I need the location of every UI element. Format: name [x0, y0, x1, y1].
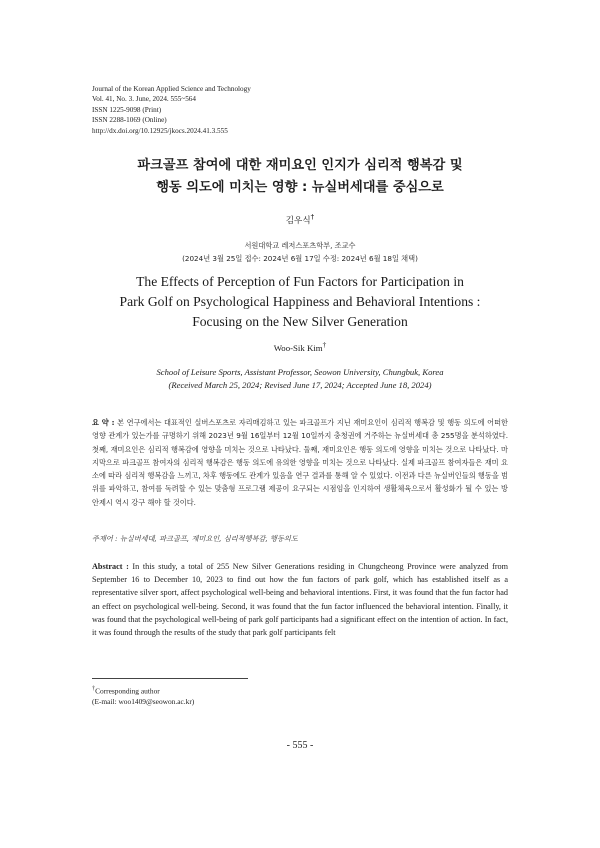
korean-keywords: 주제어 : 뉴실버세대, 파크골프, 재미요인, 심리적행복감, 행동의도	[92, 534, 298, 543]
english-abstract-text: In this study, a total of 255 New Silver Generations residing in Chungcheong Province were analyzed from September 16 to December 10, 2023 to find out how the fun factors of park golf, which has established itself as a representative silver sport, affect psychological well-being and behavioral intentions. First, it was found that the fun factor had an effect on psychological well-being. Second, it was found that the fun factor influenced the behavioral intention. Finally, it was found that the psychological well-being of park golf participants had a significant effect on the intention of action. In fact, it was found through the results of the study that park golf participants felt	[92, 562, 509, 638]
korean-title	[0, 155, 600, 199]
english-title-line-2: Park Golf on Psychological Happiness and Behavioral Intentions :	[119, 294, 481, 309]
korean-dates: (2024년 3월 25일 접수: 2024년 6월 17일 수정: 2024년 6월 18일 채택)	[182, 254, 418, 263]
korean-author	[0, 212, 600, 226]
korean-affiliation: 서원대학교 레저스포츠학부, 조교수	[244, 241, 356, 250]
english-title	[0, 272, 600, 332]
korean-author-mark: †	[310, 212, 315, 221]
english-title-line-1: The Effects of Perception of Fun Factors for Participation in	[136, 274, 464, 289]
journal-doi: http://dx.doi.org/10.12925/jkocs.2024.41.3.555	[92, 126, 228, 135]
english-abstract-label: Abstract :	[92, 562, 129, 571]
english-author	[0, 340, 600, 353]
english-title-line-3: Focusing on the New Silver Generation	[192, 314, 408, 329]
english-affiliation: School of Leisure Sports, Assistant Professor, Seowon University, Chungbuk, Korea	[156, 367, 444, 377]
journal-name: Journal of the Korean Applied Science and Technology	[92, 85, 251, 93]
footnote-line-1	[92, 684, 194, 696]
journal-header	[92, 84, 251, 136]
korean-abstract	[92, 416, 508, 509]
english-dates: (Received March 25, 2024; Revised June 17, 2024; Accepted June 18, 2024)	[168, 380, 432, 390]
korean-title-line-2: 행동 의도에 미치는 영향 : 뉴실버세대를 중심으로	[156, 180, 444, 195]
page-number: - 555 -	[286, 740, 314, 751]
english-affiliation-block	[0, 366, 600, 392]
korean-abstract-text: 본 연구에서는 대표적인 실버스포츠로 자리매김하고 있는 파크골프가 지닌 재미요인이 심리적 행복감 및 행동 의도에 어떠한 영향 관계가 있는가를 규명하기 위해 2023년 9월 16일부터 12월 10일까지 충청권에 거주하는 뉴실버세대 총 255명을 분석하였다. 첫째, 재미요인은 심리적 행복감에 영향을 미치는 것으로 나타났다. 둘째, 재미요인은 행동 의도에 영향을 미치는 것으로 나타났다. 마지막으로 파크골프 참여자의 심리적 행복감은 행동 의도에 유의한 영향을 미치는 것으로 나타났다. 실제 파크골프 참여자들은 재미 요소에 따라 심리적 행복감을 느끼고, 차후 행동에도 관계가 있음을 연구 결과를 통해 알 수 있었다. 이전과 다른 뉴실버인들의 행동을 범위를 파악하고, 참여를 독려할 수 있는 맞춤형 프로그램 제공이 요구되는 시점임을 인지하여 생활체육으로서 활성화가 될 수 있는 방안제시 역시 강구 해야 할 것이다.	[92, 418, 508, 507]
journal-volume: Vol. 41, No. 3. June, 2024. 555~564	[92, 95, 196, 104]
korean-author-name: 김우식	[285, 215, 311, 226]
korean-abstract-label: 요 약 :	[92, 418, 115, 427]
footnote-email: (E-mail: woo1409@seowon.ac.kr)	[92, 697, 195, 707]
korean-affiliation-block	[0, 239, 600, 265]
english-author-mark: †	[322, 340, 327, 349]
journal-issn-print: ISSN 1225-9098 (Print)	[92, 105, 162, 114]
journal-issn-online: ISSN 2288-1069 (Online)	[92, 116, 167, 125]
footnote	[92, 684, 194, 707]
footnote-corresponding: Corresponding author	[95, 686, 160, 696]
footnote-mark: †	[92, 686, 96, 692]
english-abstract	[92, 560, 508, 639]
korean-title-line-1: 파크골프 참여에 대한 재미요인 인지가 심리적 행복감 및	[137, 158, 463, 173]
english-author-name: Woo-Sik Kim	[273, 342, 323, 353]
footnote-divider	[92, 678, 248, 679]
